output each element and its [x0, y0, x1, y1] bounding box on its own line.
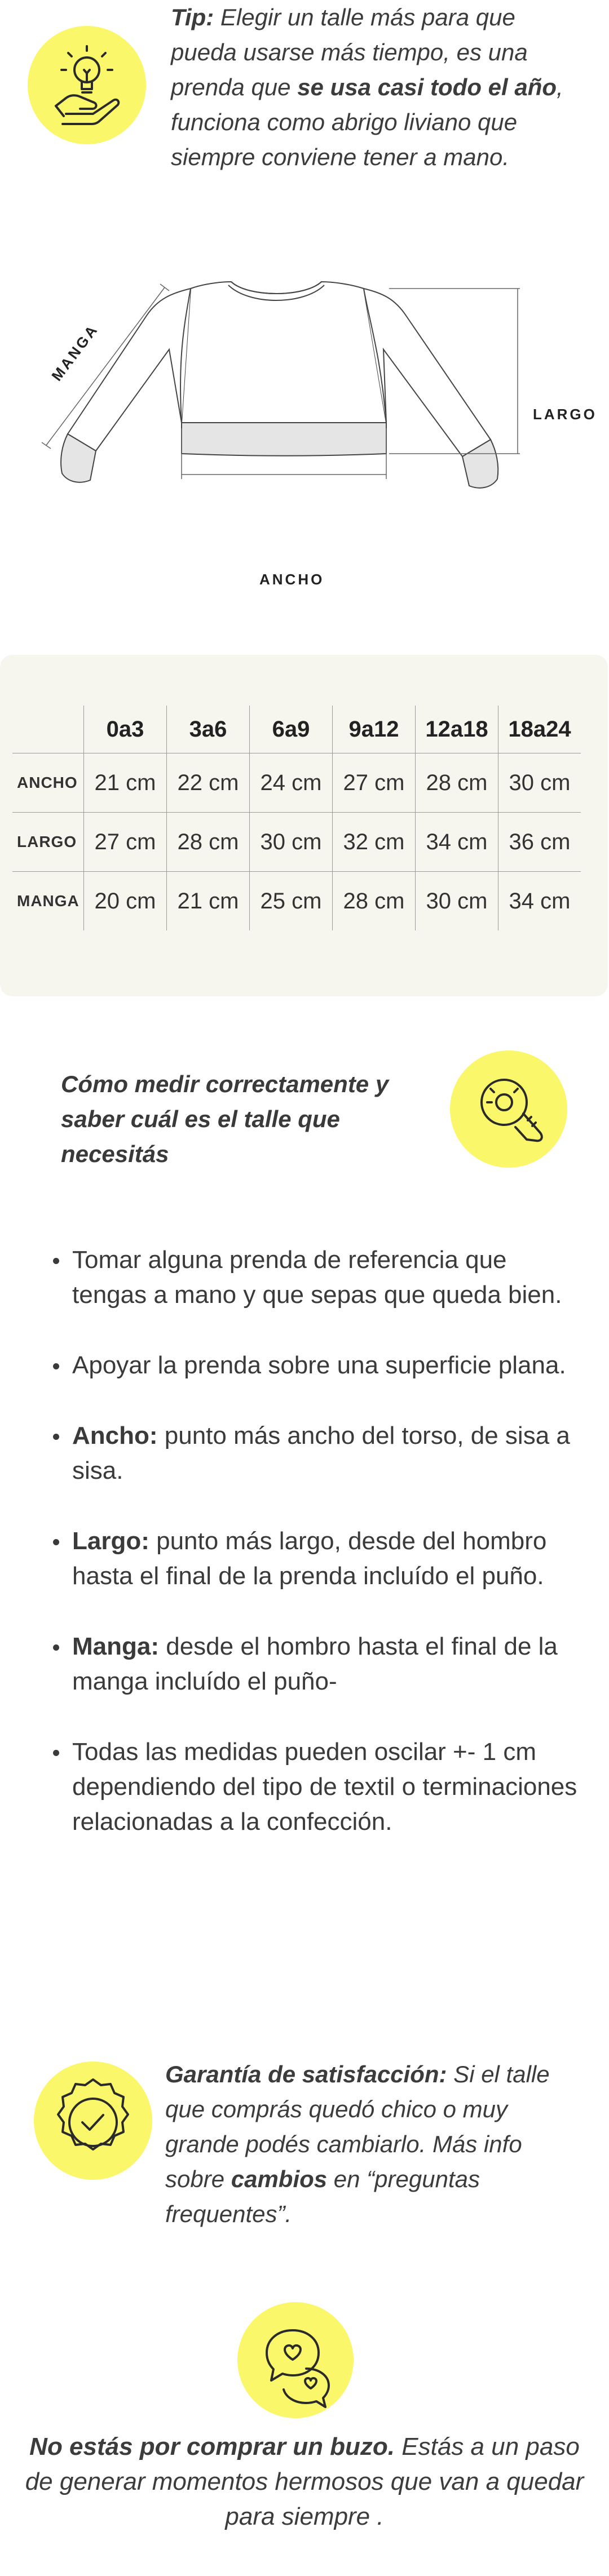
- final-icon-circle: [237, 2302, 354, 2418]
- list-item: [53, 1629, 577, 1699]
- measuring-tape-icon: [450, 1050, 567, 1168]
- table-cell: 27 cm: [333, 753, 416, 813]
- tip-text-part: Elegir un talle más para que pueda usarse más tiempo, es una prenda que: [171, 4, 528, 100]
- final-bold: No estás por comprar un buzo.: [29, 2433, 395, 2460]
- table-row: [12, 872, 581, 931]
- tip-icon-circle: [28, 26, 146, 144]
- hearts-chat-icon: [237, 2302, 354, 2418]
- table-corner: [12, 706, 84, 753]
- lightbulb-hand-icon: [28, 26, 146, 144]
- tip-bold: se usa casi todo el año: [297, 74, 557, 100]
- table-cell: 30 cm: [250, 813, 333, 872]
- list-item-bold: Manga:: [72, 1633, 159, 1660]
- list-item-text: Tomar alguna prenda de referencia que tengas a mano y que sepas que queda bien.: [72, 1246, 562, 1309]
- checkmark-seal-icon: [34, 2061, 152, 2180]
- garantia-icon-circle: [34, 2061, 152, 2180]
- label-largo: LARGO: [533, 406, 597, 423]
- garantia-label: Garantía de satisfacción:: [165, 2061, 447, 2087]
- list-item: [53, 1418, 577, 1488]
- row-label: ANCHO: [12, 753, 84, 813]
- list-item-bold: Largo:: [72, 1527, 149, 1555]
- column-header: 3a6: [167, 706, 250, 753]
- list-item-text: punto más largo, desde del hombro hasta el final de la prenda incluído el puño.: [72, 1527, 547, 1590]
- column-header: 12a18: [416, 706, 498, 753]
- table-row: [12, 753, 581, 813]
- table-cell: 32 cm: [333, 813, 416, 872]
- table-cell: 28 cm: [416, 753, 498, 813]
- final-text-part: Estás a un paso de generar momentos hermosos que van a quedar para siempre .: [25, 2433, 584, 2530]
- table-cell: 27 cm: [84, 813, 167, 872]
- column-header: 9a12: [333, 706, 416, 753]
- measuring-instructions-list: [53, 1243, 577, 1839]
- garment-diagram: [34, 265, 598, 603]
- table-cell: 20 cm: [84, 872, 167, 931]
- table-cell: 36 cm: [498, 813, 581, 872]
- garantia-text-part: Si el talle que comprás quedó chico o muy grande podés cambiarlo. Más info sobre: [165, 2061, 550, 2192]
- table-cell: 34 cm: [416, 813, 498, 872]
- list-item: [53, 1348, 577, 1383]
- sweater-illustration: [34, 265, 598, 603]
- final-message: [23, 2429, 586, 2534]
- list-item-text: Todas las medidas pueden oscilar +- 1 cm dependiendo del tipo de textil o terminaciones relacionadas a la confección.: [72, 1738, 577, 1835]
- medir-title: Cómo medir correctamente y saber cuál es el talle que necesitás: [61, 1071, 389, 1167]
- table-cell: 30 cm: [498, 753, 581, 813]
- medir-icon-circle: [450, 1050, 567, 1168]
- table-cell: 25 cm: [250, 872, 333, 931]
- list-item: [53, 1735, 577, 1839]
- table-cell: 28 cm: [167, 813, 250, 872]
- list-item: [53, 1243, 577, 1313]
- tip-label: Tip:: [171, 4, 214, 30]
- table-row: [12, 813, 581, 872]
- table-cell: 28 cm: [333, 872, 416, 931]
- row-label: LARGO: [12, 813, 84, 872]
- list-item-text: Apoyar la prenda sobre una superficie plana.: [72, 1351, 566, 1379]
- table-header-row: [12, 706, 581, 753]
- table-cell: 21 cm: [84, 753, 167, 813]
- list-item-text: desde el hombro hasta el final de la manga incluído el puño-: [72, 1633, 558, 1695]
- table-cell: 22 cm: [167, 753, 250, 813]
- table-cell: 24 cm: [250, 753, 333, 813]
- cambios-link[interactable]: cambios: [231, 2166, 328, 2192]
- list-item-text: punto más ancho del torso, de sisa a sisa.: [72, 1422, 570, 1484]
- column-header: 0a3: [84, 706, 167, 753]
- garantia-text-part-2: en “preguntas frequentes”.: [165, 2166, 480, 2227]
- garantia-text: [165, 2057, 577, 2232]
- column-header: 6a9: [250, 706, 333, 753]
- label-ancho: ANCHO: [259, 571, 325, 588]
- list-item: [53, 1524, 577, 1594]
- label-manga: MANGA: [48, 320, 102, 384]
- table-cell: 30 cm: [416, 872, 498, 931]
- size-table: [12, 706, 581, 930]
- column-header: 18a24: [498, 706, 581, 753]
- size-table-panel: [0, 655, 608, 996]
- row-label: MANGA: [12, 872, 84, 931]
- tip-text-part-2: , funciona como abrigo liviano que siempre conviene tener a mano.: [171, 74, 563, 170]
- table-cell: 34 cm: [498, 872, 581, 931]
- list-item-bold: Ancho:: [72, 1422, 158, 1449]
- tip-text: [171, 0, 577, 175]
- table-cell: 21 cm: [167, 872, 250, 931]
